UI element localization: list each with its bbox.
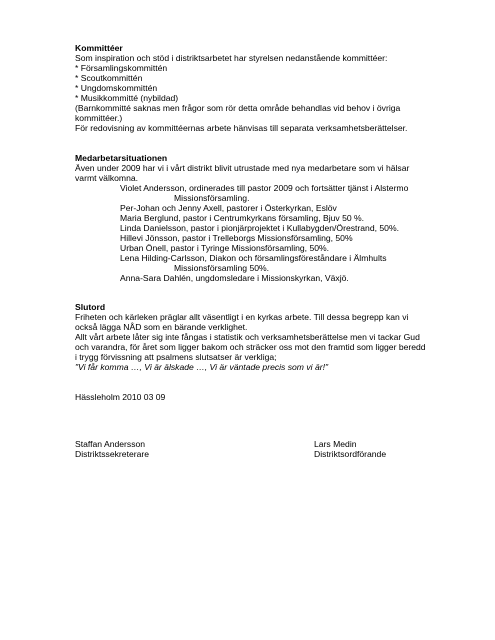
kommitte-item: * Ungdomskommittén [75,83,158,93]
person-line: Lena Hilding-Carlsson, Diakon och församlingsföreståndare i Älmhults [120,253,387,263]
person-line: Per-Johan och Jenny Axell, pastorer i Österkyrkan, Eslöv [120,203,337,213]
person-line: Violet Andersson, ordinerades till pastor 2009 och fortsätter tjänst i Alstermo [120,183,409,193]
person-line: Missionsförsamling. [174,193,250,203]
signature-title: Distriktsordförande [314,449,387,459]
slutord-line: Friheten och kärleken präglar allt väsentligt i en kyrkas arbete. Till dessa begrepp kan vi [75,312,409,322]
person-line: Linda Danielsson, pastor i pionjärprojektet i Kullabygden/Örestrand, 50%. [120,223,399,233]
person-line: Missionsförsamling 50%. [174,263,270,273]
kommitteer-note-line1: (Barnkommitté saknas men frågor som rör detta område behandlas vid behov i övriga [75,103,401,113]
kommitteer-intro: Som inspiration och stöd i distriktsarbetet har styrelsen nedanstående kommittéer: [75,53,388,63]
signature-name: Lars Medin [314,439,357,449]
slutord-line: Allt vårt arbete låter sig inte fångas i statistik och verksamhetsberättelse men vi tackar Gud [75,332,420,342]
slutord-line: och varandra, för året som ligger bakom och sträcker oss mot den framtid som ligger beredd [75,342,426,352]
slutord-quote: "Vi får komma …, Vi är älskade …, Vi är väntade precis som vi är!" [75,362,329,372]
kommitteer-heading: Kommittéer [75,43,123,53]
signature-title: Distriktssekreterare [75,449,150,459]
kommitte-item: * Scoutkommittén [75,73,143,83]
medarbetare-intro-line1: Även under 2009 har vi i vårt distrikt blivit utrustade med nya medarbetare som vi hälsar [75,163,410,173]
slutord-heading: Slutord [75,302,106,312]
medarbetare-intro-line2: varmt välkomna. [75,173,139,183]
kommitteer-report-ref: För redovisning av kommittéernas arbete hänvisas till separata verksamhetsberättelser. [75,123,408,133]
person-line: Maria Berglund, pastor i Centrumkyrkans församling, Bjuv 50 %. [120,213,365,223]
slutord-line: också lägga NÅD som en bärande verklighet. [75,322,248,332]
place-date: Hässleholm 2010 03 09 [75,392,166,402]
person-line: Anna-Sara Dahlén, ungdomsledare i Missionskyrkan, Växjö. [120,273,349,283]
person-line: Urban Önell, pastor i Tyringe Missionsförsamling, 50%. [120,243,330,253]
person-line: Hillevi Jönsson, pastor i Trelleborgs Missionsförsamling, 50% [120,233,353,243]
kommitte-item: * Församlingskommittén [75,63,168,73]
signature-name: Staffan Andersson [75,439,146,449]
kommitte-item: * Musikkommitté (nybildad) [75,93,179,103]
medarbetare-heading: Medarbetarsituationen [75,153,168,163]
slutord-line: i trygg förvissning att psalmens slutsatser är verkliga; [75,352,277,362]
kommitteer-note-line2: kommittéer.) [75,113,123,123]
